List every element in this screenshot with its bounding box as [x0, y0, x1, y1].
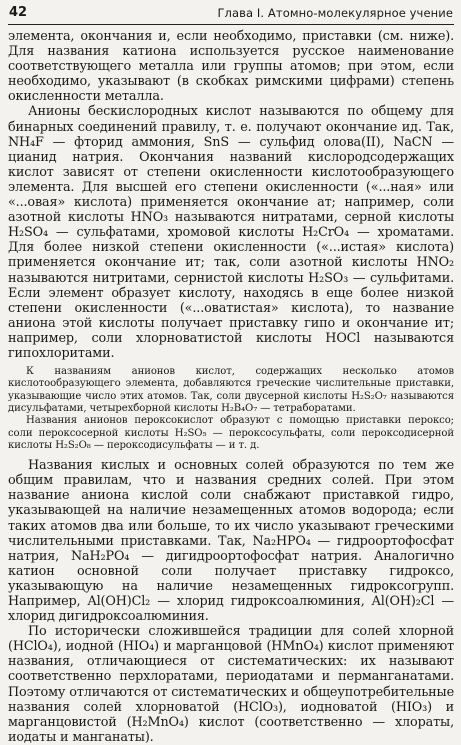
- small-print-notes: [8, 366, 454, 452]
- paragraph: По исторически сложившейся традиции для солей хлорной (HClO₄), иодной (HIO₄) и марганцовой (HMnO₄) кислот применяют названия, отличающиеся от систематических: их называют соответственно перхлоратами, периодатами и перманганатами. Поэтому отличаются от систематических и общеупотребительные названия солей хлорноватой (HClO₃), иодноватой (HIO₃) и марганцовистой (H₂MnO₄) кислот (соответственно — хлораты, иодаты и манганаты).: [8, 624, 454, 745]
- main-text: [8, 29, 454, 361]
- paragraph: Анионы бескислородных кислот называются по общему для бинарных соединений правилу, т. е. получают окончание ид. Так, NH₄F — фторид аммония, SnS — сульфид олова(II), NaCN — цианид натрия. Окончания названий кислородсодержащих кислот зависят от степени окисленности кислотообразующего элемента. Для высшей его степени окисленности («...ная» или «...овая» кислота) применяется окончание ат; например, соли азотной кислоты HNO₃ называются нитратами, серной кислоты H₂SO₄ — сульфатами, хромовой кислоты H₂CrO₄ — хроматами. Для более низкой степени окисленности («...истая» кислота) применяется окончание ит; так, соли азотной кислоты HNO₂ называются нитритами, сернистой кислоты H₂SO₃ — сульфитами. Если элемент образует кислоту, находясь в еще более низкой степени окисленности («...оватистая» кислота), то название аниона этой кислоты получает приставку гипо и окончание ит; например, соли хлорноватистой кислоты HOCl называются гипохлоритами.: [8, 104, 454, 361]
- paragraph: Названия кислых и основных солей образуются по тем же общим правилам, что и названия средних солей. При этом название аниона кислой соли снабжают приставкой гидро, указывающей на наличие незамещенных атомов водорода; если таких атомов два или больше, то их число указывают греческими числительными приставками. Так, Na₂HPO₄ — гидроортофосфат натрия, NaH₂PO₄ — дигидроортофосфат натрия. Аналогично катион основной соли получает приставку гидроксо, указывающую на наличие незамещенных гидроксогрупп. Например, Al(OH)Cl₂ — хлорид гидроксоалюминия, Al(OH)₂Cl — хлорид дигидроксоалюминия.: [8, 458, 454, 625]
- note-paragraph: Названия анионов пероксокислот образуют с помощью приставки пероксо; соли пероксосерной кислоты H₂SO₅ — пероксосульфаты, соли пероксодисерной кислоты H₂S₂O₈ — пероксодисульфаты — и т. д.: [8, 415, 454, 451]
- page-number: 42: [9, 5, 28, 20]
- running-head: Глава I. Атомно-молекулярное учение: [217, 6, 453, 20]
- note-paragraph: К названиям анионов кислот, содержащих несколько атомов кислотообразующего элемента, добавляются греческие числительные приставки, указывающие число этих атомов. Так, соли двусерной кислоты H₂S₂O₇ называются дисульфатами, четырехборной кислоты H₂B₄O₇ — тетраборатами.: [8, 366, 454, 414]
- paragraph: элемента, окончания и, если необходимо, приставки (см. ниже). Для названия катиона используется русское наименование соответствующего металла или группы атомов; при этом, если необходимо, указывают (в скобках римскими цифрами) степень окисленности металла.: [8, 29, 454, 105]
- page-header: [8, 4, 454, 25]
- main-text-continued: [8, 458, 454, 745]
